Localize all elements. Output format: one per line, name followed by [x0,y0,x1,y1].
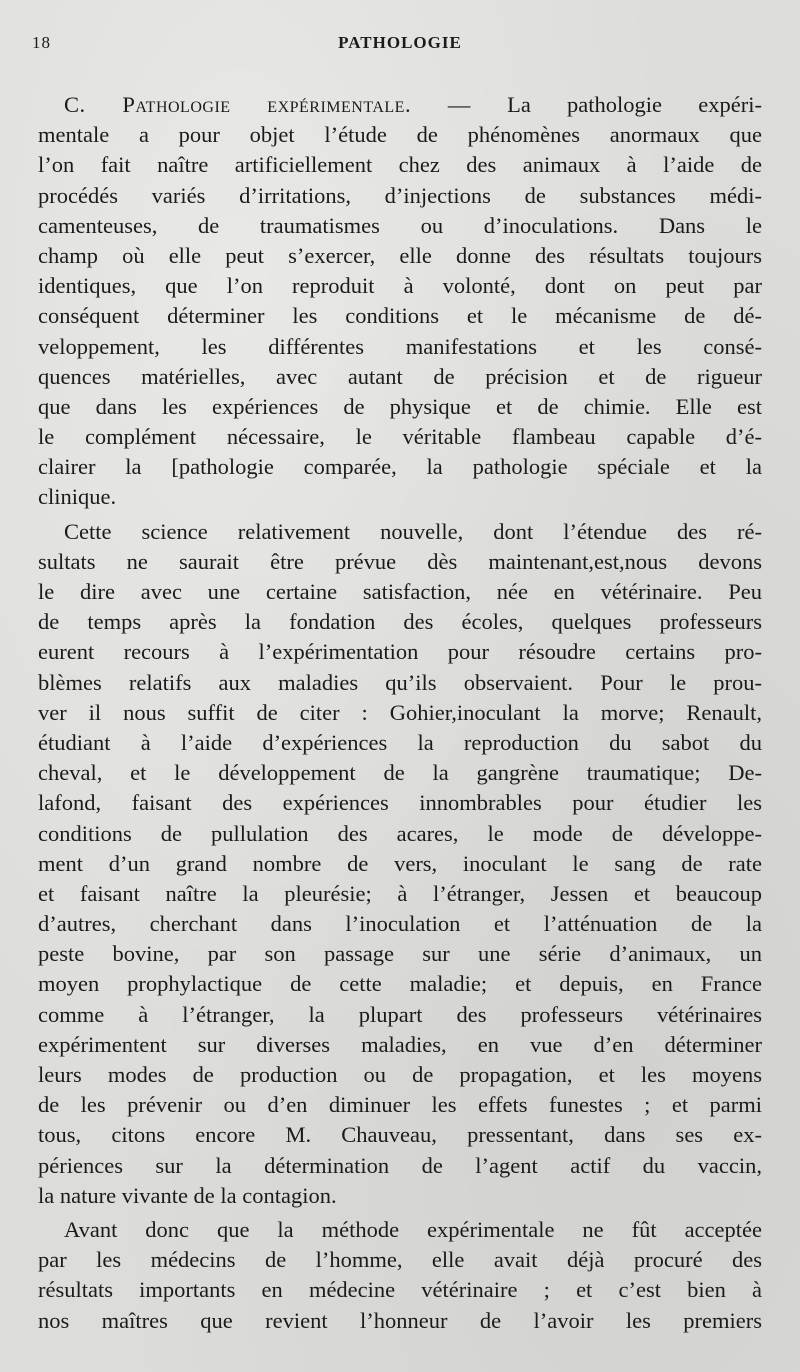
text-line: tous, citons encore M. Chauveau, pressentant, dans ses ex- [38,1122,762,1148]
text-line: mentale a pour objet l’étude de phénomènes anormaux que [38,122,762,148]
text-line: ver il nous suffit de citer : Gohier,inoculant la morve; Renault, [38,699,762,725]
text-line: étudiant à l’aide d’expériences la reproduction du sabot du [38,729,762,755]
text-line: comme à l’étranger, la plupart des professeurs vétérinaires [38,1001,762,1027]
text-line: lafond, faisant des expériences innombrables pour étudier les [38,790,762,816]
text-line [38,90,762,120]
text-line: leurs modes de production ou de propagation, et les moyens [38,1062,762,1087]
text-line: clairer la [pathologie comparée, la pathologie spéciale et la [38,454,762,480]
heading-line-rest: La pathologie expéri- [470,92,762,117]
running-title: PATHOLOGIE [338,33,462,52]
text-line: conditions de pullulation des acares, le mode de développe- [38,820,762,846]
paragraph-methode-experimentale [38,1215,762,1336]
text-line: ment d’un grand nombre de vers, inoculant le sang de rate [38,850,762,876]
text-line: peste bovine, par son passage sur une série d’animaux, un [38,941,762,967]
text-line: Avant donc que la méthode expérimentale ne fût acceptée [64,1216,762,1242]
text-line: procédés variés d’irritations, d’injections de substances médi- [38,182,762,208]
paragraph-pathologie-experimentale [38,90,762,513]
text-line: l’on fait naître artificiellement chez des animaux à l’aide de [38,152,762,178]
page-number: 18 [32,33,51,52]
text-line: conséquent déterminer les conditions et le mécanisme de dé- [38,303,762,329]
text-line: le complément nécessaire, le véritable flambeau capable d’é- [38,424,762,450]
text-line: de les prévenir ou d’en diminuer les effets funestes ; et parmi [38,1092,762,1118]
text-line: champ où elle peut s’exercer, elle donne des résultats toujours [38,242,762,268]
text-line: eurent recours à l’expérimentation pour résoudre certains pro- [38,639,762,665]
text-line: le dire avec une certaine satisfaction, née en vétérinaire. Peu [38,579,762,604]
text-line: blèmes relatifs aux maladies qu’ils observaient. Pour le prou- [38,669,762,695]
text-line: nos maîtres que revient l’honneur de l’avoir les premiers [38,1307,762,1333]
text-line: de temps après la fondation des écoles, quelques professeurs [38,609,762,635]
text-line: moyen prophylactique de cette maladie; et depuis, en France [38,971,762,997]
text-line: résultats importants en médecine vétérinaire ; et c’est bien à [38,1277,762,1303]
text-line: cheval, et le développement de la gangrène traumatique; De- [38,760,762,786]
text-line: quences matérielles, avec autant de précision et de rigueur [38,363,762,389]
running-header [32,33,768,57]
text-line: par les médecins de l’homme, elle avait déjà procuré des [38,1247,762,1273]
text-line: et faisant naître la pleurésie; à l’étranger, Jessen et beaucoup [38,880,762,906]
text-line: sultats ne saurait être prévue dès maintenant,est,nous devons [38,548,762,574]
text-line: périences sur la détermination de l’agent actif du vaccin, [38,1152,762,1178]
text-line: que dans les expériences de physique et de chimie. Elle est [38,393,762,419]
body-text [38,90,762,1336]
text-line: Cette science relativement nouvelle, dont l’étendue des ré- [64,518,762,544]
text-line: expérimentent sur diverses maladies, en vue d’en déterminer [38,1031,762,1057]
text-line: la nature vivante de la contagion. [38,1182,337,1208]
text-line: camenteuses, de traumatismes ou d’inoculations. Dans le [38,212,762,238]
text-line: veloppement, les différentes manifestations et les consé- [38,333,762,359]
text-line: identiques, que l’on reproduit à volonté, dont on peut par [38,273,762,299]
text-line: clinique. [38,484,117,510]
text-line: d’autres, cherchant dans l’inoculation et l’atténuation de la [38,911,762,937]
paragraph-science-nouvelle [38,517,762,1211]
section-heading: C. Pathologie expérimentale. — [64,92,471,117]
